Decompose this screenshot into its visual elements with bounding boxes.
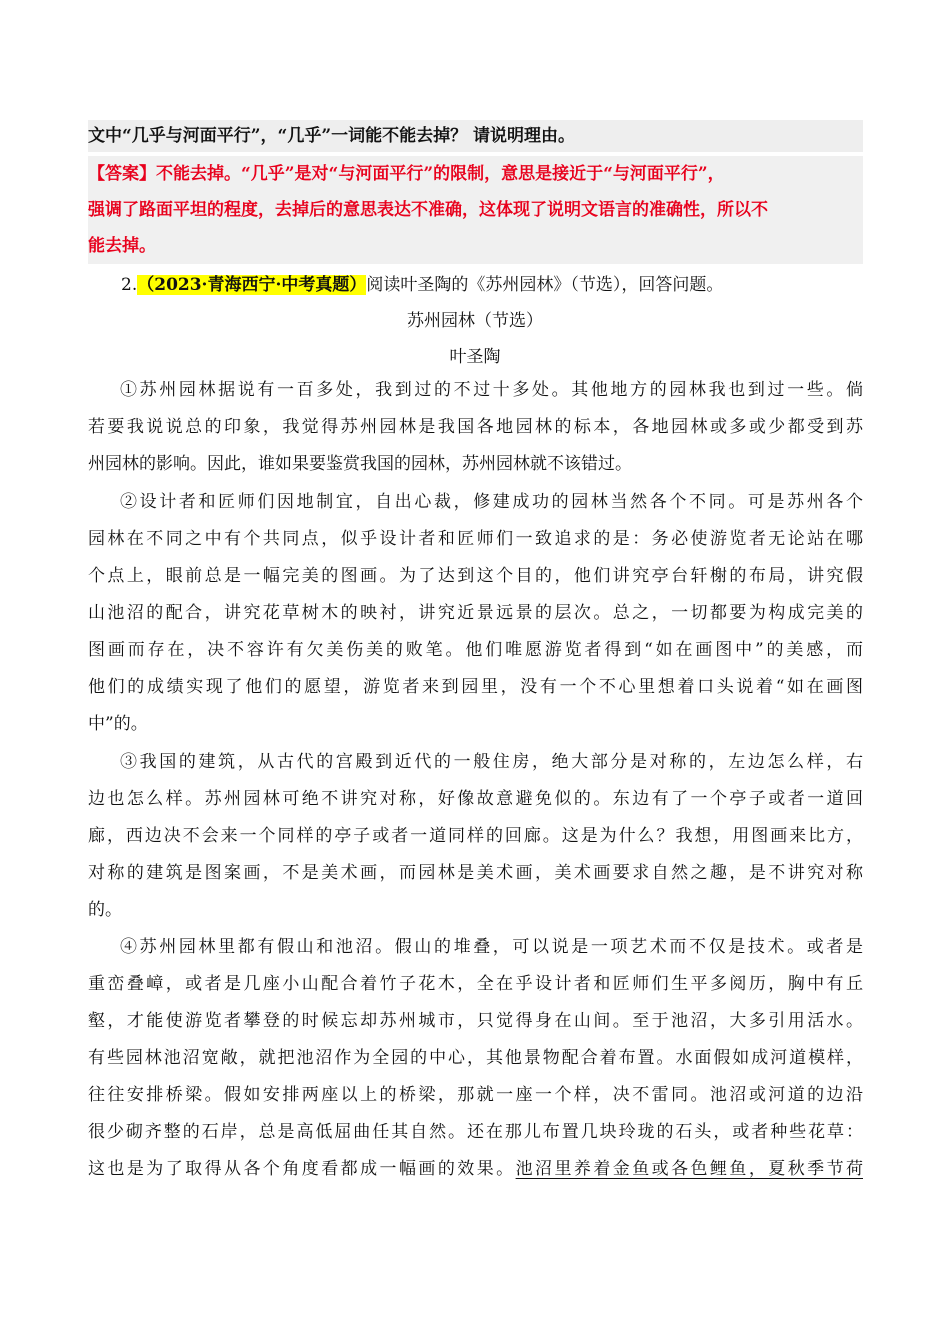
text-line: 山池沼的配合，讲究花草树木的映衬，讲究近景远景的层次。总之，一切都要为构成完美的 bbox=[88, 603, 863, 623]
text-segment: 这也是为了取得从各个角度看都成一幅画的效果。 bbox=[88, 1159, 516, 1179]
question-prompt: 阅读叶圣陶的《苏州园林》（节选），回答问题。 bbox=[366, 275, 724, 295]
text-line: ③我国的建筑，从古代的宫殿到近代的一般住房，绝大部分是对称的，左边怎么样，右 bbox=[120, 752, 863, 772]
text-line: 中”的。 bbox=[88, 714, 148, 734]
source-highlight: （2023·青海西宁·中考真题） bbox=[137, 275, 367, 295]
text-line: 图画而存在，决不容许有欠美伤美的败笔。他们唯愿游览者得到“如在画图中”的美感，而 bbox=[88, 640, 863, 660]
text-line: 的。 bbox=[88, 900, 122, 920]
text-line: 对称的建筑是图案画，不是美术画，而园林是美术画，美术画要求自然之趣，是不讲究对称 bbox=[88, 863, 863, 883]
question-2-heading bbox=[121, 270, 723, 300]
text-line: 他们的成绩实现了他们的愿望，游览者来到园里，没有一个不心里想着口头说着“如在画图 bbox=[88, 677, 863, 697]
answer-line: 强调了路面平坦的程度，去掉后的意思表达不准确，这体现了说明文语言的准确性，所以不 bbox=[88, 200, 768, 220]
text-line: 重峦叠嶂，或者是几座小山配合着竹子花木，全在乎设计者和匠师们生平多阅历，胸中有丘 bbox=[88, 974, 863, 994]
text-line: ②设计者和匠师们因地制宜，自出心裁，修建成功的园林当然各个不同。可是苏州各个 bbox=[120, 492, 863, 512]
paragraph-3 bbox=[88, 744, 863, 929]
text-line: 很少砌齐整的石岸，总是高低屈曲任其自然。还在那儿布置几块玲珑的石头，或者种些花草： bbox=[88, 1122, 863, 1142]
text-line: 个点上，眼前总是一幅完美的图画。为了达到这个目的，他们讲究亭台轩榭的布局，讲究假 bbox=[88, 566, 863, 586]
text-line: 园林在不同之中有个共同点，似乎设计者和匠师们一致追求的是：务必使游览者无论站在哪 bbox=[88, 529, 863, 549]
question-number: 2. bbox=[121, 275, 138, 295]
article-author: 叶圣陶 bbox=[449, 347, 501, 367]
text-line: 若要我说说总的印象，我觉得苏州园林是我国各地园林的标本，各地园林或多或少都受到苏 bbox=[88, 417, 863, 437]
paragraph-4 bbox=[88, 929, 863, 1188]
paragraph-1 bbox=[88, 372, 863, 483]
text-line bbox=[88, 1151, 863, 1188]
article-title: 苏州园林（节选） bbox=[407, 311, 543, 331]
answer-block bbox=[88, 156, 863, 264]
text-line: 往往安排桥梁。假如安排两座以上的桥梁，那就一座一个样，决不雷同。池沼或河道的边沿 bbox=[88, 1085, 863, 1105]
text-line: 廊，西边决不会来一个同样的亭子或者一道同样的回廊。这是为什么？我想，用图画来比方， bbox=[88, 826, 863, 846]
text-line: ④苏州园林里都有假山和池沼。假山的堆叠，可以说是一项艺术而不仅是技术。或者是 bbox=[120, 937, 863, 957]
text-line: 壑，才能使游览者攀登的时候忘却苏州城市，只觉得身在山间。至于池沼，大多引用活水。 bbox=[88, 1011, 863, 1031]
answer-line: 能去掉。 bbox=[88, 236, 156, 256]
text-line: 有些园林池沼宽敞，就把池沼作为全园的中心，其他景物配合着布置。水面假如成河道模样， bbox=[88, 1048, 863, 1068]
text-line: ①苏州园林据说有一百多处，我到过的不过十多处。其他地方的园林我也到过一些。倘 bbox=[120, 380, 863, 400]
text-line: 州园林的影响。因此，谁如果要鉴赏我国的园林，苏州园林就不该错过。 bbox=[88, 454, 632, 474]
paragraph-2 bbox=[88, 484, 863, 743]
question-text: 文中“几乎与河面平行”，“几乎”一词能不能去掉？ 请说明理由。 bbox=[88, 120, 863, 152]
answer-line: 【答案】不能去掉。“几乎”是对“与河面平行”的限制，意思是接近于“与河面平行”， bbox=[88, 164, 725, 184]
underlined-text: 池沼里养着金鱼或各色鲤鱼，夏秋季节荷 bbox=[515, 1159, 863, 1179]
text-line: 边也怎么样。苏州园林可绝不讲究对称，好像故意避免似的。东边有了一个亭子或者一道回 bbox=[88, 789, 863, 809]
